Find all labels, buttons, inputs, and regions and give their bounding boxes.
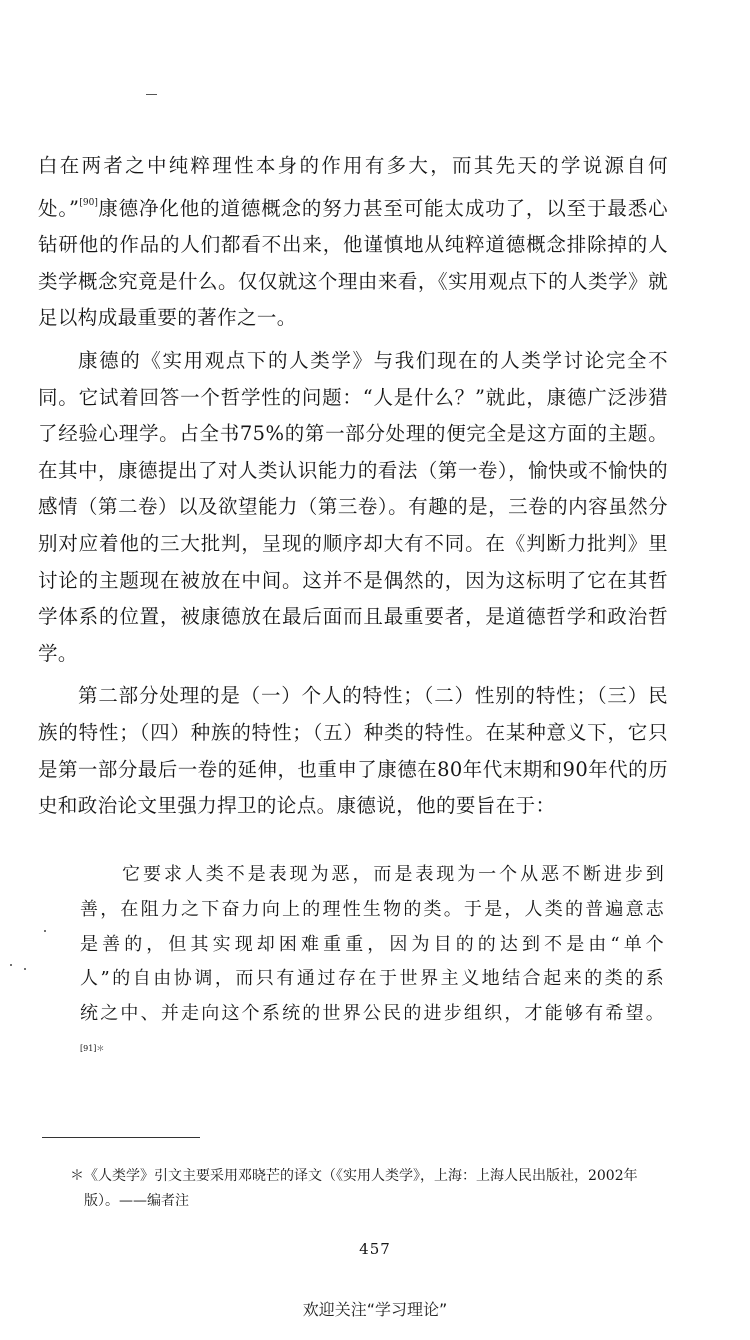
- quote-text: 它要求人类不是表现为恶，而是表现为一个从恶不断进步到善，在阻力之下奋力向上的理性生物的类。于是，人类的普遍意志是善的，但其实现却困难重重，因为目的的达到不是由“单个人”的自由协调，而只有通过存在于世界主义地结合起来的类的系统之中、并走向这个系统的世界公民的进步组织，才能够有希望。: [80, 864, 666, 1025]
- footnote: [72, 1164, 672, 1214]
- paragraph-text: 第二部分处理的是（一）个人的特性；（二）性别的特性；（三）民族的特性；（四）种族的特性；（五）种类的特性。在某种意义下，它只是第一部分最后一卷的延伸，也重申了康德在80年代末期和90年代的历史和政治论文里强力捍卫的论点。康德说，他的要旨在于：: [38, 684, 668, 818]
- paragraph-text: 白在两者之中纯粹理性本身的作用有多大，而其先天的学说源自何处。”: [38, 154, 668, 220]
- body-paragraph: [38, 148, 668, 337]
- paragraph-text: 康德的《实用观点下的人类学》与我们现在的人类学讨论完全不同。它试着回答一个哲学性的问题：“人是什么？”就此，康德广泛涉猎了经验心理学。占全书75%的第一部分处理的便完全是这方面的主题。在其中，康德提出了对人类认识能力的看法（第一卷），愉快或不愉快的感情（第二卷）以及欲望能力（第三卷）。有趣的是，三卷的内容虽然分别对应着他的三大批判，呈现的顺序却大有不同。在《判断力批判》里讨论的主题现在被放在中间。这并不是偶然的，因为这标明了它在其哲学体系的位置，被康德放在最后面而且最重要者，是道德哲学和政治哲学。: [38, 348, 668, 665]
- page-number: 457: [359, 1240, 391, 1258]
- block-quote: [80, 858, 666, 1073]
- footnote-text: 《人类学》引文主要采用邓晓芒的译文（《实用人类学》，上海：上海人民出版社，2002年版）。——编者注: [84, 1168, 638, 1209]
- scan-speck: [24, 968, 26, 970]
- scan-mark: [146, 94, 157, 95]
- body-paragraph: [38, 678, 668, 824]
- scan-speck: [44, 930, 46, 932]
- quote-footnote-ref: [91]＊: [80, 1043, 105, 1053]
- footnote-ref: [90]: [79, 197, 98, 208]
- paragraph-text: 康德净化他的道德概念的努力甚至可能太成功了，以至于最悉心钻研他的作品的人们都看不出来，他谨慎地从纯粹道德概念排除掉的人类学概念究竟是什么。仅仅就这个理由来看，《实用观点下的人类学》就足以构成最重要的著作之一。: [38, 196, 669, 330]
- footnote-mark: ＊: [70, 1168, 84, 1184]
- watermark-caption: 欢迎关注“学习理论”: [302, 1300, 448, 1319]
- footnote-divider: [42, 1137, 200, 1138]
- scan-speck: [10, 964, 12, 966]
- body-paragraph: [38, 343, 668, 672]
- main-text: [38, 148, 668, 825]
